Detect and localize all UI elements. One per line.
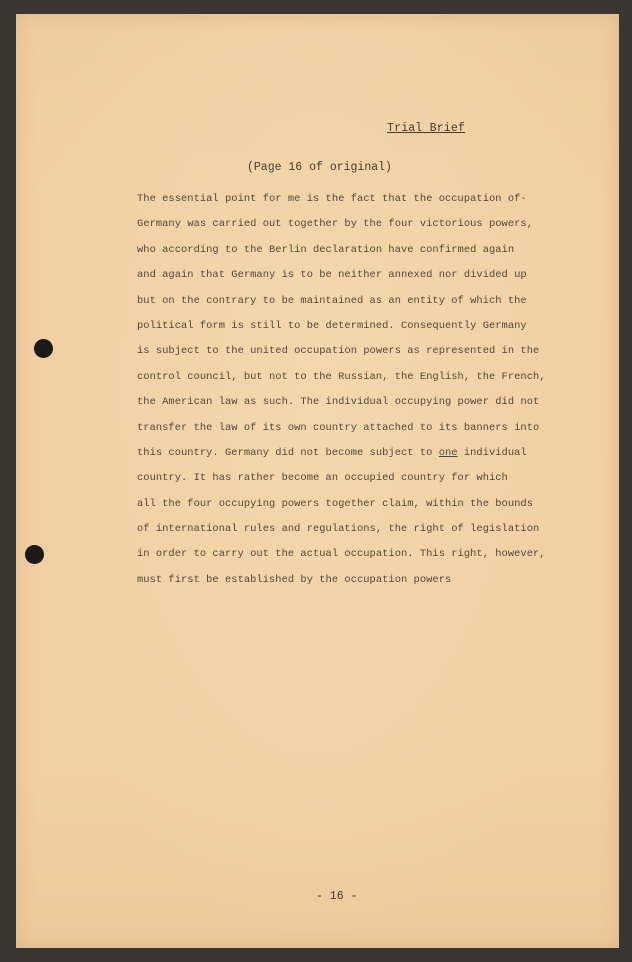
text-segment: must first be established by the occupation powers <box>137 573 452 586</box>
text-segment: all the four occupying powers together claim, within the bounds <box>137 497 533 510</box>
document-header: Trial Brief <box>387 122 466 135</box>
text-line <box>137 365 549 390</box>
text-line <box>137 289 549 314</box>
text-line <box>137 517 549 542</box>
text-line <box>137 416 549 441</box>
text-line <box>137 568 549 593</box>
body-text <box>137 187 549 593</box>
text-segment: in order to carry out the actual occupation. This right, however, <box>137 548 546 561</box>
text-line <box>137 187 549 212</box>
text-line <box>137 238 549 263</box>
text-segment: but on the contrary to be maintained as an entity of which the <box>137 294 527 307</box>
text-segment: the American law as such. The individual occupying power did not <box>137 396 540 409</box>
text-line <box>137 314 549 339</box>
text-segment: The essential point for me is the fact that the occupation of- <box>137 193 527 205</box>
text-segment: of international rules and regulations, the right of legislation <box>137 523 540 536</box>
text-segment: transfer the law of its own country attached to its banners into <box>137 421 540 434</box>
page-number: - 16 - <box>316 890 358 903</box>
text-segment: control council, but not to the Russian, the English, the French, <box>137 370 546 383</box>
text-segment: individual <box>457 446 527 459</box>
text-line <box>137 390 549 415</box>
text-line <box>137 466 549 491</box>
text-segment: this country. Germany did not become subject to <box>137 446 439 459</box>
text-line <box>137 492 549 517</box>
document-page <box>16 14 619 948</box>
page-reference: (Page 16 of original) <box>247 161 392 174</box>
text-line <box>137 441 549 466</box>
punch-hole <box>34 339 53 358</box>
text-segment: Germany was carried out together by the four victorious powers, <box>137 218 533 231</box>
text-segment: political form is still to be determined. Consequently Germany <box>137 319 527 332</box>
text-segment: is subject to the united occupation powers as represented in the <box>137 345 540 358</box>
underlined-word: one <box>438 446 458 459</box>
text-line <box>137 212 549 237</box>
text-segment: who according to the Berlin declaration have confirmed again <box>137 243 515 256</box>
text-line <box>137 542 549 567</box>
text-segment: country. It has rather become an occupied country for which <box>137 472 508 485</box>
text-line <box>137 339 549 364</box>
text-segment: and again that Germany is to be neither annexed nor divided up <box>137 269 527 282</box>
text-line <box>137 263 549 288</box>
punch-hole <box>25 545 44 564</box>
